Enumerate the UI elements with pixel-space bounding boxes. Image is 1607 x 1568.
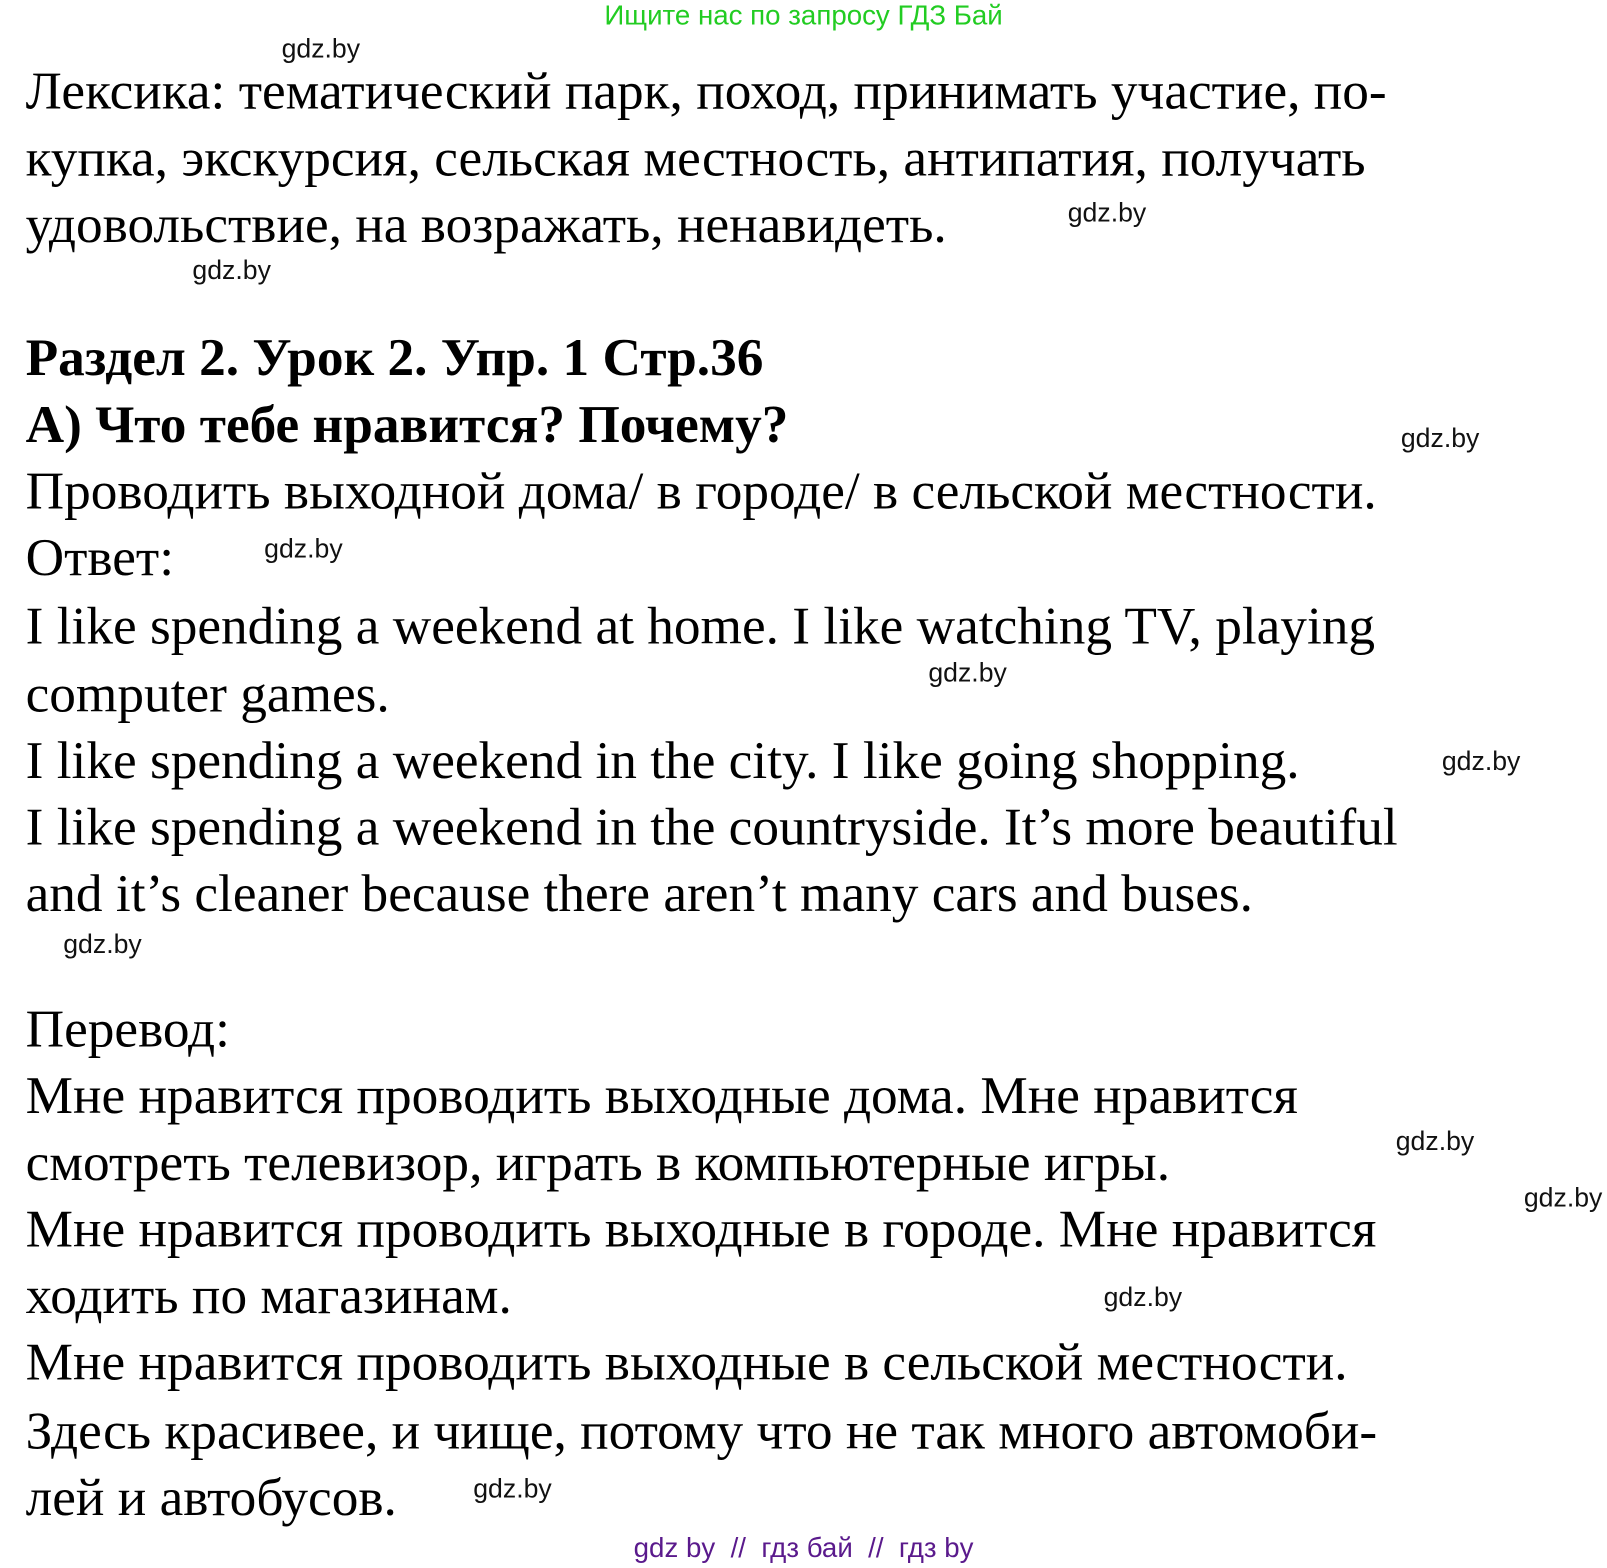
answer-line: I like spending a weekend at home. I like watching TV, playing <box>25 597 1376 656</box>
watermark: gdz.by <box>928 657 1007 688</box>
vocabulary-line: удовольствие, на возражать, ненавидеть. <box>25 195 947 255</box>
translation-label: Перевод: <box>25 1000 230 1059</box>
answer-line: I like spending a weekend in the countryside. It’s more beautiful <box>25 798 1398 857</box>
footer-links: gdz by // гдз бай // гдз by <box>633 1532 974 1564</box>
watermark: gdz.by <box>1395 1125 1475 1157</box>
translation-line: Мне нравится проводить выходные в сельской местности. <box>25 1333 1348 1392</box>
watermark: gdz.by <box>1441 745 1521 776</box>
translation-line: лей и автобусов. <box>25 1468 397 1528</box>
task-text: Проводить выходной дома/ в городе/ в сельской местности. <box>25 462 1377 521</box>
watermark: gdz.by <box>192 254 271 285</box>
watermark: gdz.by <box>1400 422 1480 454</box>
watermark: gdz.by <box>264 533 343 564</box>
translation-line: Мне нравится проводить выходные дома. Мне нравится <box>25 1067 1298 1126</box>
answer-line: I like spending a weekend in the city. I like going shopping. <box>25 731 1300 791</box>
search-banner: Ищите нас по запросу ГДЗ Бай <box>604 0 1003 31</box>
watermark: gdz.by <box>281 32 361 64</box>
vocabulary-line: Лексика: тематический парк, поход, принимать участие, по- <box>25 62 1387 121</box>
translation-line: ходить по магазинам. <box>25 1266 512 1326</box>
vocabulary-line: купка, экскурсия, сельская местность, антипатия, получать <box>25 129 1366 188</box>
task-heading: А) Что тебе нравится? Почему? <box>25 395 789 455</box>
translation-line: смотреть телевизор, играть в компьютерные игры. <box>25 1133 1171 1193</box>
translation-line: Мне нравится проводить выходные в городе. Мне нравится <box>25 1200 1377 1259</box>
watermark: gdz.by <box>1523 1181 1603 1213</box>
answer-line: and it’s cleaner because there aren’t many cars and buses. <box>25 865 1253 924</box>
watermark: gdz.by <box>63 928 142 960</box>
section-heading: Раздел 2. Урок 2. Упр. 1 Стр.36 <box>25 329 764 388</box>
watermark: gdz.by <box>1067 196 1147 228</box>
translation-line: Здесь красивее, и чище, потому что не так много автомоби- <box>25 1402 1378 1461</box>
answer-label: Ответ: <box>25 528 175 588</box>
watermark: gdz.by <box>473 1472 552 1504</box>
watermark: gdz.by <box>1103 1281 1183 1312</box>
answer-line: computer games. <box>25 665 390 724</box>
